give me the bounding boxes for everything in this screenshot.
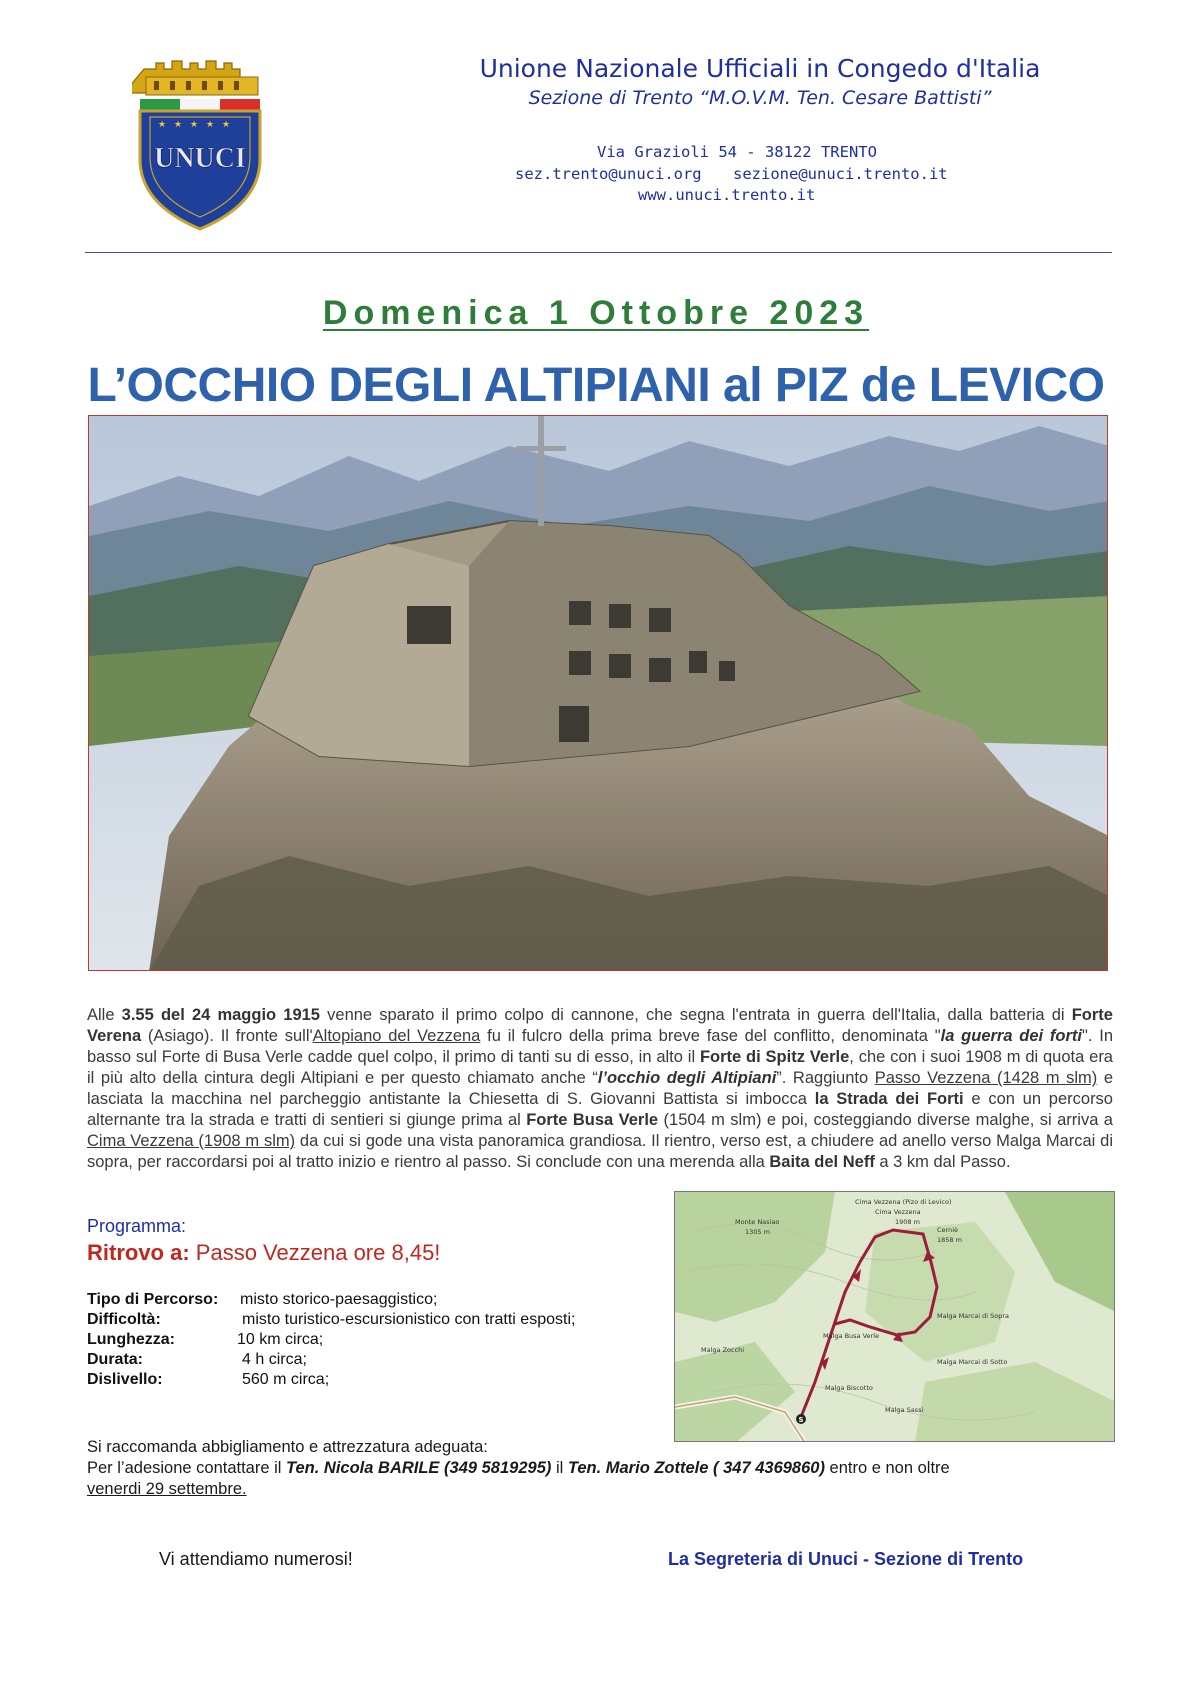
spec-value-route-type: misto storico-paesaggistico;: [240, 1291, 438, 1308]
map-label: Cima Vezzena (Pizo di Levico): [855, 1198, 952, 1206]
svg-text:★: ★: [174, 119, 183, 129]
program-label: Programma:: [87, 1216, 187, 1236]
route-map: [674, 1191, 1115, 1442]
unuci-logo: [132, 55, 268, 233]
unuci-crest-icon: [132, 55, 268, 233]
svg-text:★: ★: [190, 119, 199, 129]
svg-text:★: ★: [206, 119, 215, 129]
spec-key-duration: Durata:: [87, 1351, 144, 1368]
map-label: 1908 m: [895, 1218, 920, 1226]
map-label: Cerniè: [937, 1226, 959, 1234]
spec-key-route-type: Tipo di Percorso:: [87, 1291, 219, 1308]
spec-value-duration: 4 h circa;: [242, 1351, 307, 1368]
equipment-recommendation: Si raccomanda abbigliamento e attrezzatura adeguata:: [87, 1438, 488, 1456]
route-map-image: [675, 1192, 1115, 1442]
map-label: Cima Vezzena: [875, 1208, 921, 1216]
event-date: Domenica 1 Ottobre 2023: [322, 294, 870, 332]
section-name: Sezione di Trento “M.O.V.M. Ten. Cesare Battisti”: [528, 87, 992, 109]
map-label: Malga Sassi: [885, 1406, 924, 1414]
email-link-2[interactable]: sezione@unuci.trento.it: [733, 165, 948, 183]
organization-name: Unione Nazionale Ufficiali in Congedo d'Italia: [479, 54, 1041, 83]
start-marker: S: [798, 1416, 804, 1424]
map-label: 1858 m: [937, 1236, 962, 1244]
website-link[interactable]: www.unuci.trento.it: [638, 186, 816, 204]
email-link-1[interactable]: sez.trento@unuci.org: [515, 165, 702, 183]
svg-text:UNUCI: UNUCI: [154, 143, 246, 174]
map-label: Malga Zocchi: [701, 1346, 745, 1354]
contact-info: Per l’adesione contattare il Ten. Nicola BARILE (349 5819295) il Ten. Mario Zottele ( 347 4369860) entro e non oltre: [87, 1459, 950, 1477]
closing-message: Vi attendiamo numerosi!: [159, 1549, 353, 1569]
fort-photo: [88, 415, 1108, 971]
map-label: Monte Nasiao: [735, 1218, 780, 1226]
map-label: 1305 m: [745, 1228, 770, 1236]
spec-value-elevation: 560 m circa;: [242, 1371, 330, 1388]
map-label: Malga Biscotto: [825, 1384, 873, 1392]
registration-deadline: venerdi 29 settembre.: [87, 1480, 247, 1498]
svg-text:★: ★: [222, 119, 231, 129]
fort-landscape-image: [89, 416, 1108, 971]
header-divider: [85, 252, 1112, 253]
map-label: Malga Marcai di Sopra: [937, 1312, 1010, 1320]
spec-key-length: Lunghezza:: [87, 1331, 175, 1348]
map-label: Malga Marcai di Sotto: [937, 1358, 1008, 1366]
address: Via Grazioli 54 - 38122 TRENTO: [597, 143, 877, 161]
meeting-point: Ritrovo a: Passo Vezzena ore 8,45!: [87, 1240, 441, 1265]
spec-key-difficulty: Difficoltà:: [87, 1311, 161, 1328]
event-title: L’OCCHIO DEGLI ALTIPIANI al PIZ de LEVICO: [87, 359, 1105, 412]
spec-key-elevation: Dislivello:: [87, 1371, 163, 1388]
signature: La Segreteria di Unuci - Sezione di Trento: [668, 1549, 1024, 1569]
map-label: Malga Busa Verle: [823, 1332, 880, 1340]
spec-value-length: 10 km circa;: [237, 1331, 324, 1348]
spec-value-difficulty: misto turistico-escursionistico con tratti esposti;: [242, 1311, 576, 1328]
svg-text:★: ★: [158, 119, 167, 129]
event-description: Alle 3.55 del 24 maggio 1915 venne sparato il primo colpo di cannone, che segna l'entrata in guerra dell'Italia, dalla batteria di Forte Verena (Asiago). Il fronte sull'Altopiano del Vezzena fu il fulcro della prima breve fase del conflitto, denominata "la guerra dei forti". In basso sul Forte di Busa Verle cadde quel colpo, il primo di tanti su di esso, in alto il Forte di Spitz Verle, che con i suoi 1908 m di quota era il più alto della cintura degli Altipiani e per questo chiamato anche “l’occhio degli Altipiani”. Raggiunto Passo Vezzena (1428 m slm) e lasciata la macchina nel parcheggio antistante la Chiesetta di S. Giovanni Battista si imbocca la Strada dei Forti e con un percorso alternante tra la strada e tratti di sentieri si giunge prima al Forte Busa Verle (1504 m slm) e poi, costeggiando diverse malghe, si arriva a Cima Vezzena (1908 m slm) da cui si gode una vista panoramica grandiosa. Il rientro, verso est, a chiudere ad anello verso Malga Marcai di sopra, per raccordarsi poi al tratto inizio e rientro al passo. Si conclude con una merenda alla Baita del Neff a 3 km dal Passo.: [87, 1006, 1113, 1171]
